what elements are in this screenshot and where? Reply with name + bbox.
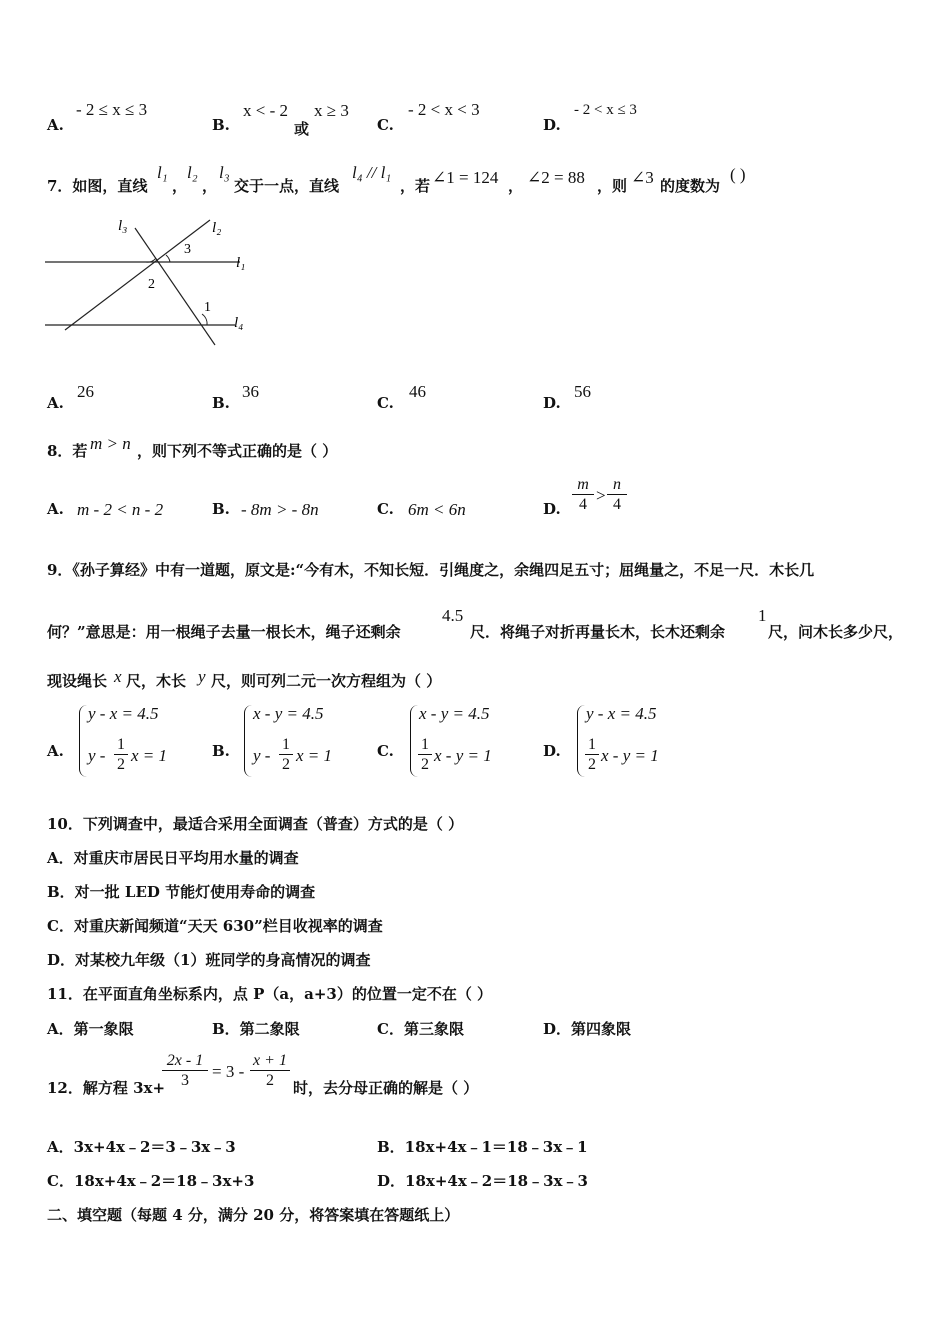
q9-a-eq2a: y -	[88, 746, 106, 765]
q9-b-fnum: 1	[279, 736, 293, 755]
q7-sep1: ，	[172, 177, 188, 195]
q9-line3a: 现设绳长	[47, 672, 108, 690]
q8-option-c-label: C.	[377, 500, 394, 518]
q8-prefix: 8．若	[47, 442, 88, 460]
q9-b-fden: 2	[282, 756, 290, 773]
q8-option-c-expr: 6m < 6n	[408, 500, 466, 519]
q12-option-c: C．18x+4x﹣2＝18﹣3x+3	[47, 1172, 255, 1190]
q7-option-b-label: B.	[212, 394, 230, 412]
q9-line2b: 尺．将绳子对折再量长木，长木还剩余	[470, 623, 726, 641]
label-angle-1: 1	[204, 300, 211, 315]
q9-a-eq1: y - x = 4.5	[88, 704, 159, 723]
q9-d-frac	[585, 736, 599, 775]
q7-prefix: 7．如图，直线	[47, 177, 148, 195]
q8-d-op: >	[596, 486, 606, 505]
label-l2: l₂	[212, 220, 222, 236]
label-l3: l₃	[118, 218, 128, 234]
q7-option-a-value: 26	[77, 382, 94, 401]
q9-d-fnum: 1	[585, 736, 599, 755]
q12-suffix: 时，去分母正确的解是（ ）	[293, 1079, 479, 1097]
line-l3	[135, 228, 215, 345]
q8-option-a-expr: m - 2 < n - 2	[77, 500, 164, 519]
q7-option-c-label: C.	[377, 394, 394, 412]
label-l1: l₁	[236, 255, 246, 271]
q8-option-d-label: D.	[543, 500, 561, 518]
q9-option-c-label: C.	[377, 742, 394, 760]
q7-option-b-value: 36	[242, 382, 259, 401]
q8-option-a-label: A.	[47, 500, 64, 518]
line-l2	[65, 220, 210, 330]
q12-frac1	[162, 1052, 208, 1091]
q9-value-1: 1	[758, 606, 767, 625]
angle-arc-1	[202, 314, 207, 325]
q7-comma: ，	[508, 177, 524, 195]
q9-d-eq2b: x - y = 1	[601, 746, 659, 765]
q10-option-b: B．对一批 LED 节能灯使用寿命的调查	[47, 883, 316, 901]
q9-option-b-label: B.	[212, 742, 230, 760]
q6-option-d-expr: - 2 < x ≤ 3	[574, 102, 637, 118]
q12-option-d: D．18x+4x﹣2＝18﹣3x﹣3	[377, 1172, 588, 1190]
q7-paren: ( )	[730, 165, 746, 184]
q12-f2-num: x + 1	[250, 1052, 290, 1071]
q12-option-b: B．18x+4x﹣1＝18﹣3x﹣1	[377, 1138, 588, 1156]
q9-b-eq2b: x = 1	[296, 746, 333, 765]
q7-if: ，若	[400, 177, 431, 195]
q7-l1: l₁	[157, 163, 168, 182]
q9-var-y: y	[198, 667, 206, 686]
q6-option-b-expr2: x ≥ 3	[314, 101, 349, 120]
q12-prefix: 12．解方程 3x+	[47, 1079, 166, 1097]
q7-suffix: 的度数为	[660, 177, 721, 195]
q7-option-d-label: D.	[543, 394, 561, 412]
q9-option-d-label: D.	[543, 742, 561, 760]
q9-c-fden: 2	[421, 756, 429, 773]
q7-then: ，则	[597, 177, 628, 195]
q12-f1-den: 3	[181, 1072, 189, 1089]
q11-option-a: A．第一象限	[47, 1020, 134, 1038]
q9-d-fden: 2	[588, 756, 596, 773]
q8-option-d-frac-right	[607, 476, 627, 515]
q6-option-a-expr: - 2 ≤ x ≤ 3	[76, 100, 148, 119]
q6-option-c-expr: - 2 < x < 3	[408, 100, 480, 119]
q9-b-brace	[244, 705, 253, 777]
label-l4: l₄	[234, 315, 244, 331]
q9-c-frac	[418, 736, 432, 775]
q9-var-x: x	[114, 667, 122, 686]
q8-d-num2: n	[607, 476, 627, 495]
q7-option-c-value: 46	[409, 382, 426, 401]
q6-option-b-or: 或	[294, 120, 310, 138]
q7-angle2: ∠2 = 88	[527, 168, 585, 187]
q7-angle1: ∠1 = 124	[432, 168, 499, 187]
q9-line2c: 尺，问木长多少尺，	[768, 623, 904, 641]
q8-condition: m > n	[90, 434, 131, 453]
q10-stem: 10．下列调查中，最适合采用全面调查（普查）方式的是（ ）	[47, 815, 464, 833]
angle-arc-3	[166, 255, 170, 262]
q7-parallel: l₄ // l₁	[352, 163, 392, 182]
q7-option-a-label: A.	[47, 394, 64, 412]
q8-d-den1: 4	[579, 496, 587, 513]
q8-d-den2: 4	[613, 496, 621, 513]
q9-line2a: 何？”意思是：用一根绳子去量一根长木，绳子还剩余	[47, 623, 401, 641]
q10-option-c: C．对重庆新闻频道“天天 630”栏目收视率的调查	[47, 917, 383, 935]
q8-suffix: ，则下列不等式正确的是（ ）	[137, 442, 338, 460]
q9-d-eq1: y - x = 4.5	[586, 704, 657, 723]
q9-line1: 9．《孙子算经》中有一道题，原文是:“今有木，不知长短．引绳度之，余绳四足五寸；屈绳量之，不足一尺．木长几	[47, 561, 815, 579]
q10-option-d: D．对某校九年级（1）班同学的身高情况的调查	[47, 951, 371, 969]
q9-line3b: 尺，木长	[126, 672, 187, 690]
q9-c-eq2b: x - y = 1	[434, 746, 492, 765]
q7-sep2: ，	[202, 177, 218, 195]
q6-option-d-label: D.	[543, 116, 561, 134]
q11-option-c: C．第三象限	[377, 1020, 464, 1038]
q9-c-eq1: x - y = 4.5	[419, 704, 490, 723]
section-2-title: 二、填空题（每题 4 分，满分 20 分，将答案填在答题纸上）	[47, 1206, 460, 1224]
q7-option-d-value: 56	[574, 382, 591, 401]
q6-option-c-label: C.	[377, 116, 394, 134]
q9-value-4-5: 4.5	[442, 606, 464, 625]
q7-angle3: ∠3	[631, 168, 654, 187]
q9-b-eq1: x - y = 4.5	[253, 704, 324, 723]
q9-a-fnum: 1	[114, 736, 128, 755]
label-angle-2: 2	[148, 277, 155, 292]
q9-a-fden: 2	[117, 756, 125, 773]
q11-option-b: B．第二象限	[212, 1020, 300, 1038]
q12-frac2	[250, 1052, 290, 1091]
q6-option-b-label: B.	[212, 116, 230, 134]
q8-option-b-label: B.	[212, 500, 230, 518]
q6-option-a-label: A.	[47, 116, 64, 134]
q10-option-a: A．对重庆市居民日平均用水量的调查	[47, 849, 299, 867]
q8-option-d-frac-left	[572, 476, 594, 515]
q9-b-frac	[279, 736, 293, 775]
q7-mid: 交于一点，直线	[234, 177, 340, 195]
q12-option-a: A．3x+4x﹣2＝3﹣3x﹣3	[47, 1138, 236, 1156]
q12-mid: = 3 -	[212, 1062, 245, 1081]
q8-d-num1: m	[572, 476, 594, 495]
q9-a-eq2b: x = 1	[131, 746, 168, 765]
q9-b-eq2a: y -	[253, 746, 271, 765]
q11-stem: 11．在平面直角坐标系内，点 P（a，a+3）的位置一定不在（ ）	[47, 985, 493, 1003]
q12-f2-den: 2	[266, 1072, 274, 1089]
q7-l2: l₂	[187, 163, 198, 182]
q6-option-b-expr1: x < - 2	[243, 101, 288, 120]
q9-option-a-label: A.	[47, 742, 64, 760]
q9-line3c: 尺，则可列二元一次方程组为（ ）	[211, 672, 442, 690]
q7-l3: l₃	[219, 163, 230, 182]
q9-c-fnum: 1	[418, 736, 432, 755]
q7-figure	[40, 210, 270, 350]
q12-f1-num: 2x - 1	[162, 1052, 208, 1071]
label-angle-3: 3	[184, 242, 191, 257]
q9-a-brace	[79, 705, 88, 777]
q9-a-frac	[114, 736, 128, 775]
q8-option-b-expr: - 8m > - 8n	[241, 500, 319, 519]
q11-option-d: D．第四象限	[543, 1020, 632, 1038]
